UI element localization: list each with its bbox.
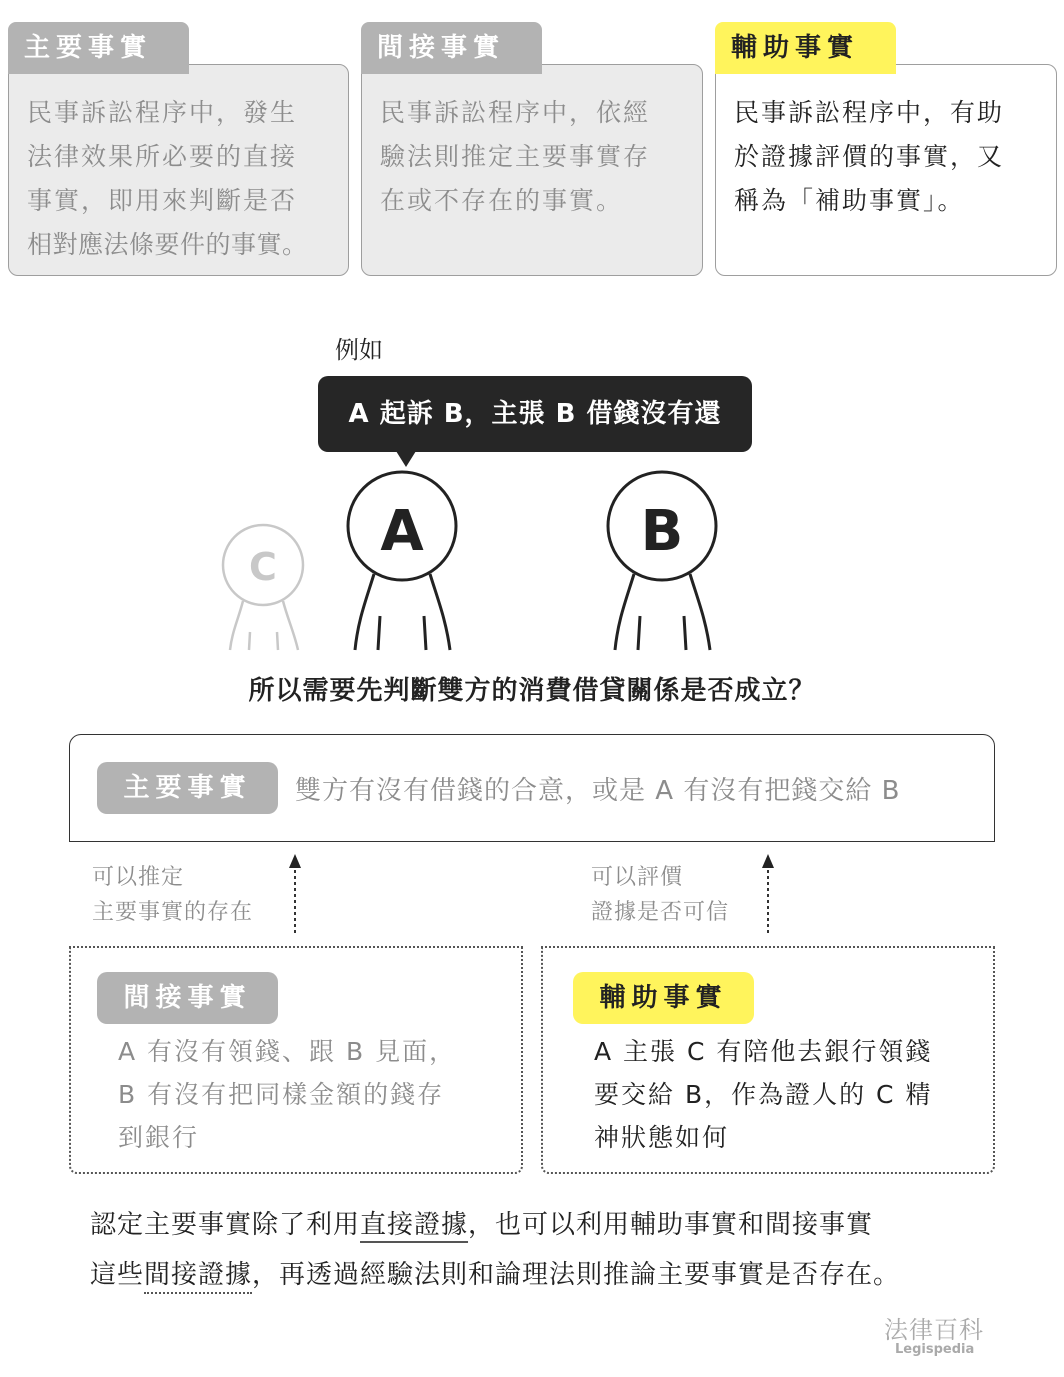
definition-line: 於證據評價的事實，又 bbox=[734, 142, 1005, 171]
person-label-b: B bbox=[640, 499, 684, 564]
definition-line: 事實，即用來判斷是否 bbox=[27, 186, 298, 215]
indirect-fact-line: 到銀行 bbox=[118, 1123, 200, 1152]
arrow-note-line: 主要事實的存在 bbox=[92, 900, 254, 925]
definition-card-main bbox=[8, 64, 349, 276]
auxiliary-fact-tag: 輔助事實 bbox=[573, 972, 754, 1024]
brand-logo: 法律百科 bbox=[884, 1316, 984, 1344]
brand-subtitle: Legispedia bbox=[895, 1342, 975, 1357]
definition-line: 民事訴訟程序中，依經 bbox=[380, 98, 651, 127]
auxiliary-fact-line: 神狀態如何 bbox=[594, 1123, 730, 1152]
definition-tab-main: 主要事實 bbox=[8, 22, 189, 74]
auxiliary-fact-text bbox=[594, 1030, 932, 1159]
definition-tab-auxiliary: 輔助事實 bbox=[715, 22, 896, 74]
speech-bubble-tail bbox=[396, 451, 416, 467]
conclusion-text: ，再透過經驗法則和論理法則推論主要事實是否存在。 bbox=[252, 1260, 901, 1290]
conclusion-line-2 bbox=[90, 1250, 900, 1300]
indirect-fact-tag: 間接事實 bbox=[97, 972, 278, 1024]
arrow-note-line: 可以評價 bbox=[591, 865, 684, 890]
speech-bubble: A 起訴 B，主張 B 借錢沒有還 bbox=[318, 376, 752, 452]
key-question: 所以需要先判斷雙方的消費借貸關係是否成立？ bbox=[248, 676, 816, 706]
indirect-fact-text bbox=[118, 1030, 456, 1159]
auxiliary-fact-line: A 主張 C 有陪他去銀行領錢 bbox=[594, 1037, 933, 1066]
arrow-note-line: 證據是否可信 bbox=[591, 900, 730, 925]
arrow-note-right bbox=[591, 860, 729, 930]
person-figures bbox=[0, 470, 1064, 660]
definition-line: 驗法則推定主要事實存 bbox=[380, 142, 651, 171]
indirect-fact-line: B 有沒有把同樣金額的錢存 bbox=[118, 1080, 445, 1109]
conclusion-text: 這些 bbox=[90, 1260, 145, 1290]
definition-card-auxiliary bbox=[715, 64, 1057, 276]
auxiliary-fact-line: 要交給 B，作為證人的 C 精 bbox=[594, 1080, 933, 1109]
conclusion-text: ，也可以利用輔助事實和間接事實 bbox=[468, 1210, 874, 1240]
main-fact-text: 雙方有沒有借錢的合意，或是 A 有沒有把錢交給 B bbox=[295, 776, 901, 806]
main-fact-tag: 主要事實 bbox=[97, 762, 278, 814]
definition-line: 在或不存在的事實。 bbox=[380, 186, 624, 215]
person-label-c: C bbox=[249, 545, 277, 589]
person-label-a: A bbox=[380, 499, 424, 564]
definition-tab-indirect: 間接事實 bbox=[361, 22, 542, 74]
conclusion bbox=[90, 1200, 900, 1300]
definition-line: 法律效果所必要的直接 bbox=[27, 142, 298, 171]
arrow-up-icon-left bbox=[289, 854, 301, 936]
arrow-note-left bbox=[92, 860, 253, 930]
conclusion-text: 認定主要事實除了利用 bbox=[90, 1210, 361, 1240]
definition-line: 相對應法條要件的事實。 bbox=[27, 230, 308, 259]
conclusion-line-1 bbox=[90, 1200, 900, 1250]
direct-evidence-term: 直接證據 bbox=[360, 1210, 469, 1240]
definition-card-indirect bbox=[361, 64, 703, 276]
arrow-up-icon-right bbox=[762, 854, 774, 936]
example-label: 例如 bbox=[335, 336, 383, 364]
definition-line: 稱為「補助事實」。 bbox=[734, 186, 965, 215]
definition-line: 民事訴訟程序中，有助 bbox=[734, 98, 1005, 127]
arrow-note-line: 可以推定 bbox=[92, 865, 185, 890]
indirect-fact-line: A 有沒有領錢、跟 B 見面， bbox=[118, 1037, 457, 1066]
definition-line: 民事訴訟程序中，發生 bbox=[27, 98, 298, 127]
indirect-evidence-term: 間接證據 bbox=[144, 1260, 252, 1294]
